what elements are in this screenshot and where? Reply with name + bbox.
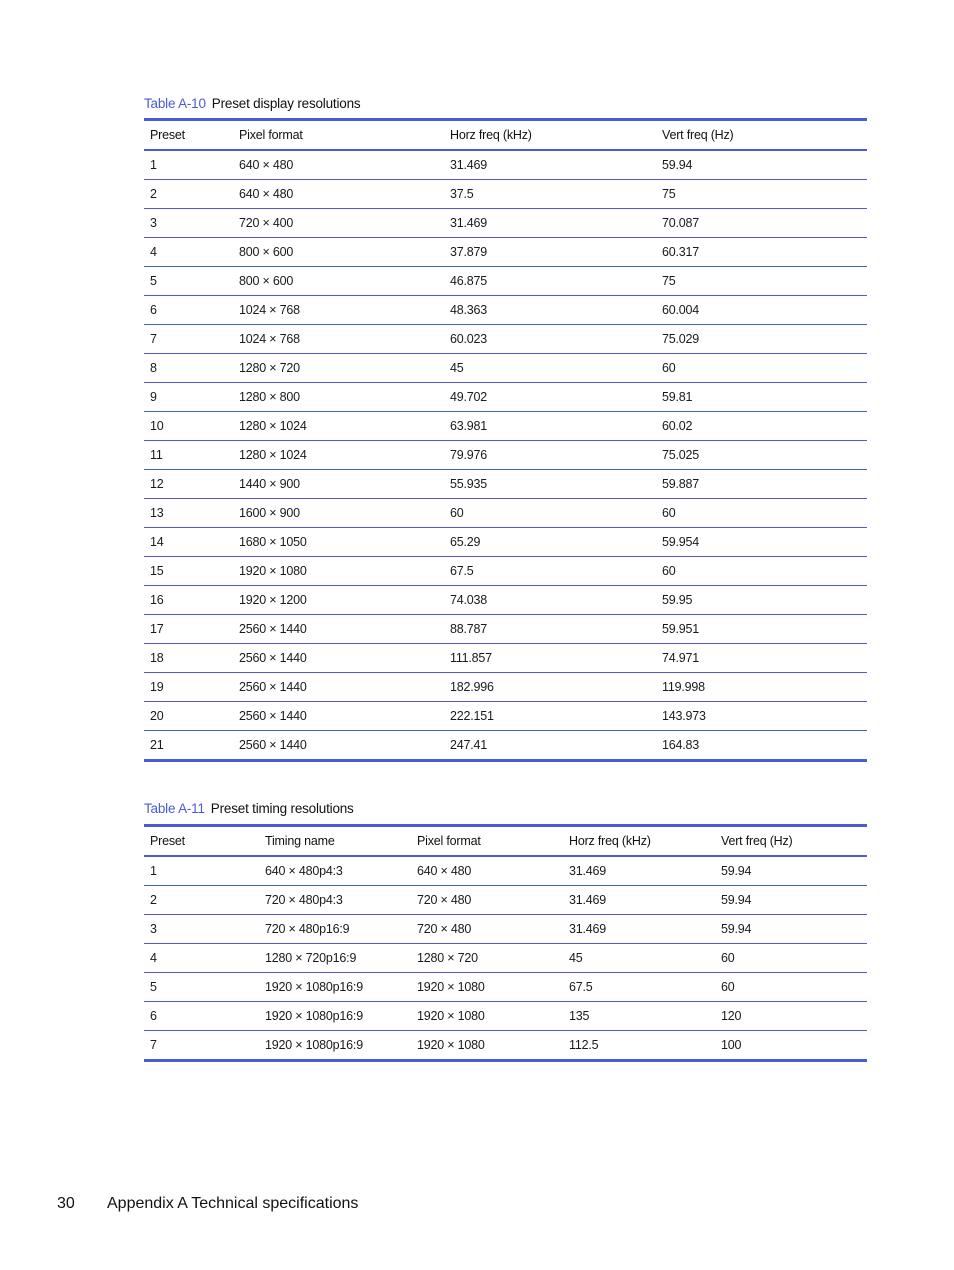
header-cell: Vert freq (Hz) [662,128,734,142]
table-row [144,528,867,557]
table-cell: 65.29 [444,528,656,557]
table-header-row [144,826,867,857]
table-cell: 59.94 [715,915,867,944]
header-cell: Preset [150,128,185,142]
table-cell: 2 [144,886,259,915]
table-cell: 74.038 [444,586,656,615]
table-cell: 1280 × 720 [233,354,444,383]
table-cell: 59.81 [656,383,867,412]
table-cell: 63.981 [444,412,656,441]
table-cell: 16 [144,586,233,615]
table-row [144,586,867,615]
table-cell: 12 [144,470,233,499]
table-cell: 112.5 [563,1031,715,1061]
footer-section-title: Appendix A Technical specifications [107,1195,359,1212]
table-cell: 74.971 [656,644,867,673]
table-cell: 60 [444,499,656,528]
table-cell: 11 [144,441,233,470]
table-cell: 20 [144,702,233,731]
table-cell: 67.5 [563,973,715,1002]
table-cell: 10 [144,412,233,441]
header-cell: Pixel format [239,128,303,142]
table-cell: 49.702 [444,383,656,412]
header-cell: Preset [150,834,185,848]
table-cell: 6 [144,296,233,325]
table-cell: 640 × 480 [233,150,444,180]
table-cell: 60 [656,557,867,586]
table-cell: 640 × 480 [233,180,444,209]
table-row [144,267,867,296]
table-cell: 8 [144,354,233,383]
table-cell: 60.023 [444,325,656,354]
table-a11-title: Preset timing resolutions [210,801,354,816]
table-row [144,150,867,180]
table-row [144,973,867,1002]
table-row [144,412,867,441]
table-cell: 120 [715,1002,867,1031]
header-cell: Horz freq (kHz) [569,834,651,848]
table-cell: 7 [144,325,233,354]
table-cell: 60.004 [656,296,867,325]
table-cell: 1920 × 1080 [233,557,444,586]
table-row [144,354,867,383]
table-cell: 79.976 [444,441,656,470]
table-cell: 1600 × 900 [233,499,444,528]
header-cell: Horz freq (kHz) [450,128,532,142]
table-cell: 75.029 [656,325,867,354]
table-cell: 60.317 [656,238,867,267]
header-cell: Vert freq (Hz) [721,834,793,848]
table-cell: 1280 × 800 [233,383,444,412]
table-cell: 800 × 600 [233,238,444,267]
table-row [144,644,867,673]
table-cell: 1680 × 1050 [233,528,444,557]
table-cell: 48.363 [444,296,656,325]
table-cell: 640 × 480 [411,856,563,886]
table-cell: 1920 × 1200 [233,586,444,615]
table-cell: 7 [144,1031,259,1061]
table-cell: 720 × 400 [233,209,444,238]
table-cell: 1440 × 900 [233,470,444,499]
table-cell: 2560 × 1440 [233,731,444,761]
table-row [144,673,867,702]
table-cell: 119.998 [656,673,867,702]
header-cell: Pixel format [417,834,481,848]
table-cell: 720 × 480p4:3 [259,886,411,915]
table-cell: 1280 × 720p16:9 [259,944,411,973]
table-a10-caption [144,96,360,111]
table-cell: 45 [444,354,656,383]
table-cell: 13 [144,499,233,528]
table-cell: 1 [144,150,233,180]
table-cell: 247.41 [444,731,656,761]
table-cell: 6 [144,1002,259,1031]
table-cell: 3 [144,209,233,238]
table-cell: 17 [144,615,233,644]
table-header-row [144,120,867,151]
table-cell: 59.954 [656,528,867,557]
table-cell: 720 × 480p16:9 [259,915,411,944]
table-cell: 2560 × 1440 [233,673,444,702]
table-cell: 75 [656,267,867,296]
table-cell: 21 [144,731,233,761]
table-row [144,209,867,238]
table-row [144,1002,867,1031]
table-cell: 1920 × 1080 [411,973,563,1002]
table-cell: 1920 × 1080p16:9 [259,973,411,1002]
table-cell: 31.469 [444,150,656,180]
table-cell: 164.83 [656,731,867,761]
table-cell: 222.151 [444,702,656,731]
page-number: 30 [57,1195,75,1212]
table-cell: 75.025 [656,441,867,470]
table-row [144,441,867,470]
table-cell: 31.469 [563,886,715,915]
table-row [144,180,867,209]
table-cell: 2 [144,180,233,209]
table-cell: 143.973 [656,702,867,731]
table-cell: 19 [144,673,233,702]
table-cell: 31.469 [563,856,715,886]
table-cell: 46.875 [444,267,656,296]
table-cell: 59.94 [656,150,867,180]
table-cell: 5 [144,267,233,296]
table-cell: 1920 × 1080 [411,1031,563,1061]
table-cell: 59.94 [715,856,867,886]
table-cell: 15 [144,557,233,586]
table-cell: 4 [144,944,259,973]
table-cell: 37.879 [444,238,656,267]
table-a11-label: Table A-11 [144,801,205,816]
table-row [144,325,867,354]
table-row [144,1031,867,1061]
table-cell: 4 [144,238,233,267]
table-row [144,856,867,886]
table-cell: 31.469 [444,209,656,238]
table-cell: 67.5 [444,557,656,586]
table-cell: 59.95 [656,586,867,615]
table-cell: 88.787 [444,615,656,644]
table-cell: 31.469 [563,915,715,944]
table-cell: 2560 × 1440 [233,702,444,731]
table-cell: 1024 × 768 [233,325,444,354]
table-cell: 2560 × 1440 [233,615,444,644]
table-cell: 59.951 [656,615,867,644]
table-cell: 55.935 [444,470,656,499]
table-row [144,383,867,412]
table-cell: 59.94 [715,886,867,915]
table-row [144,944,867,973]
table-cell: 37.5 [444,180,656,209]
table-cell: 60 [656,354,867,383]
table-cell: 5 [144,973,259,1002]
table-cell: 1920 × 1080p16:9 [259,1002,411,1031]
table-cell: 59.887 [656,470,867,499]
page-footer [57,1195,358,1213]
table-row [144,296,867,325]
table-cell: 1280 × 720 [411,944,563,973]
table-cell: 1280 × 1024 [233,412,444,441]
table-row [144,499,867,528]
table-cell: 720 × 480 [411,915,563,944]
table-cell: 111.857 [444,644,656,673]
table-cell: 1920 × 1080p16:9 [259,1031,411,1061]
preset-timing-resolutions-table [144,824,867,1062]
table-cell: 2560 × 1440 [233,644,444,673]
table-cell: 720 × 480 [411,886,563,915]
table-cell: 182.996 [444,673,656,702]
table-a11-caption [144,801,354,816]
table-row [144,238,867,267]
table-cell: 800 × 600 [233,267,444,296]
table-cell: 1280 × 1024 [233,441,444,470]
table-row [144,702,867,731]
table-cell: 70.087 [656,209,867,238]
table-cell: 1024 × 768 [233,296,444,325]
table-a10-label: Table A-10 [144,96,206,111]
table-cell: 60 [656,499,867,528]
table-cell: 1 [144,856,259,886]
table-cell: 3 [144,915,259,944]
preset-display-resolutions-table [144,118,867,762]
table-cell: 9 [144,383,233,412]
table-cell: 60 [715,973,867,1002]
table-row [144,886,867,915]
table-cell: 45 [563,944,715,973]
table-cell: 60.02 [656,412,867,441]
table-a10-title: Preset display resolutions [211,96,361,111]
table-cell: 135 [563,1002,715,1031]
table-cell: 100 [715,1031,867,1061]
table-cell: 1920 × 1080 [411,1002,563,1031]
header-cell: Timing name [265,834,335,848]
table-cell: 75 [656,180,867,209]
table-row [144,731,867,761]
table-cell: 14 [144,528,233,557]
table-row [144,470,867,499]
table-cell: 18 [144,644,233,673]
table-row [144,915,867,944]
table-cell: 60 [715,944,867,973]
table-row [144,615,867,644]
table-cell: 640 × 480p4:3 [259,856,411,886]
table-row [144,557,867,586]
